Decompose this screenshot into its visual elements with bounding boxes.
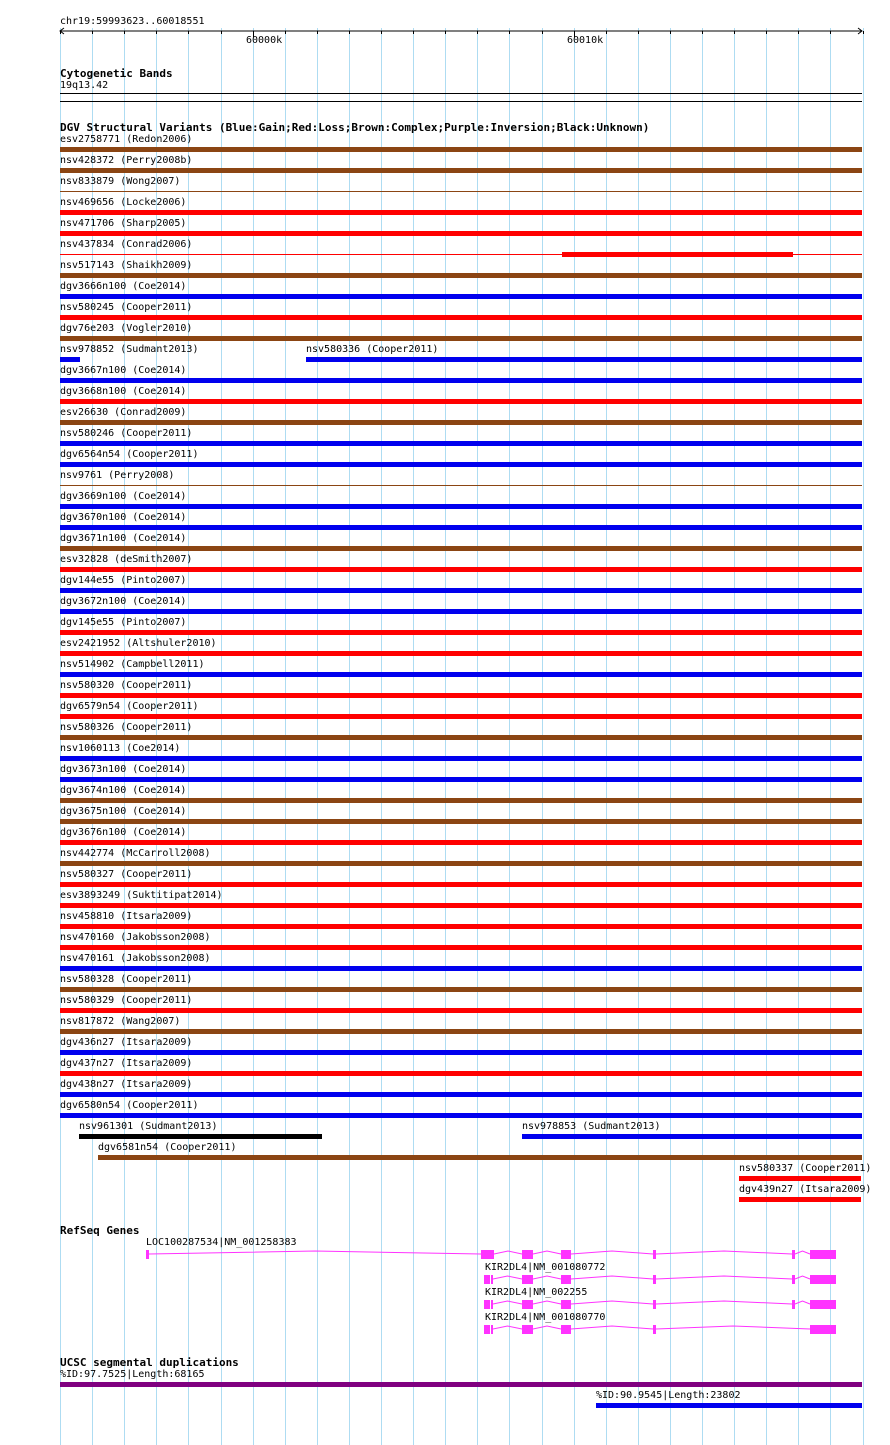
dgv-variant-label[interactable]: nsv978853 (Sudmant2013) [522, 1121, 661, 1132]
refseq-track-title[interactable]: RefSeq Genes [60, 1224, 140, 1237]
ruler-tick-label: 60010k [567, 35, 604, 46]
dgv-variant-label[interactable]: dgv76e203 (Vogler2010) [60, 323, 193, 334]
dgv-variant-label[interactable]: nsv833879 (Wong2007) [60, 176, 181, 187]
dgv-variant-label[interactable]: dgv437n27 (Itsara2009) [60, 1058, 193, 1069]
refseq-exon[interactable] [810, 1325, 836, 1334]
dgv-variant-label[interactable]: dgv3670n100 (Coe2014) [60, 512, 187, 523]
ruler-location: chr19:59993623..60018551 [60, 16, 205, 27]
refseq-gene-label[interactable]: KIR2DL4|NM_001080772 [485, 1262, 606, 1273]
dgv-variant-label[interactable]: dgv6564n54 (Cooper2011) [60, 449, 199, 460]
segdup-bar[interactable] [60, 1382, 862, 1387]
dgv-variant-label[interactable]: nsv1060113 (Coe2014) [60, 743, 181, 754]
refseq-exon[interactable] [653, 1325, 656, 1334]
refseq-gene-label[interactable]: KIR2DL4|NM_002255 [485, 1287, 588, 1298]
dgv-track-title[interactable]: DGV Structural Variants (Blue:Gain;Red:Loss;Brown:Complex;Purple:Inversion;Black:Unknown) [60, 121, 650, 134]
dgv-variant-label[interactable]: esv26630 (Conrad2009) [60, 407, 187, 418]
segdup-bar[interactable] [596, 1403, 862, 1408]
dgv-variant-label[interactable]: nsv580246 (Cooper2011) [60, 428, 193, 439]
dgv-variant-label[interactable]: dgv439n27 (Itsara2009) [739, 1184, 872, 1195]
refseq-gene-label[interactable]: KIR2DL4|NM_001080770 [485, 1312, 606, 1323]
dgv-variant-label[interactable]: dgv3669n100 (Coe2014) [60, 491, 187, 502]
dgv-variant-label[interactable]: dgv6581n54 (Cooper2011) [98, 1142, 237, 1153]
dgv-variant-label[interactable]: nsv580329 (Cooper2011) [60, 995, 193, 1006]
refseq-exon[interactable] [491, 1325, 493, 1334]
cytoband-label: 19q13.42 [60, 80, 109, 91]
dgv-variant-label[interactable]: nsv580320 (Cooper2011) [60, 680, 193, 691]
dgv-variant-label[interactable]: dgv436n27 (Itsara2009) [60, 1037, 193, 1048]
dgv-variant-label[interactable]: nsv961301 (Sudmant2013) [79, 1121, 218, 1132]
dgv-variant-label[interactable]: nsv471706 (Sharp2005) [60, 218, 187, 229]
refseq-gene-label[interactable]: LOC100287534|NM_001258383 [146, 1237, 297, 1248]
segdup-label[interactable]: %ID:90.9545|Length:23802 [596, 1390, 741, 1401]
dgv-variant-label[interactable]: nsv978852 (Sudmant2013) [60, 344, 199, 355]
refseq-exon[interactable] [484, 1325, 490, 1334]
dgv-variant-label[interactable]: nsv437834 (Conrad2006) [60, 239, 193, 250]
segdup-track-title[interactable]: UCSC segmental duplications [60, 1356, 239, 1369]
dgv-variant-label[interactable]: nsv580326 (Cooper2011) [60, 722, 193, 733]
dgv-variant-label[interactable]: dgv3666n100 (Coe2014) [60, 281, 187, 292]
dgv-variant-label[interactable]: nsv514902 (Campbell2011) [60, 659, 205, 670]
dgv-variant-label[interactable]: dgv3673n100 (Coe2014) [60, 764, 187, 775]
dgv-variant-label[interactable]: nsv469656 (Locke2006) [60, 197, 187, 208]
dgv-variant-label[interactable]: dgv438n27 (Itsara2009) [60, 1079, 193, 1090]
dgv-variant-label[interactable]: dgv3672n100 (Coe2014) [60, 596, 187, 607]
dgv-variant-label[interactable]: dgv3667n100 (Coe2014) [60, 365, 187, 376]
dgv-variant-label[interactable]: nsv442774 (McCarroll2008) [60, 848, 211, 859]
dgv-variant-label[interactable]: esv32828 (deSmith2007) [60, 554, 193, 565]
dgv-variant-label[interactable]: dgv145e55 (Pinto2007) [60, 617, 187, 628]
cytoband-track-title[interactable]: Cytogenetic Bands [60, 67, 173, 80]
dgv-variant-label[interactable]: nsv517143 (Shaikh2009) [60, 260, 193, 271]
refseq-exon[interactable] [522, 1325, 533, 1334]
dgv-variant-label[interactable]: nsv580337 (Cooper2011) [739, 1163, 872, 1174]
segdup-label[interactable]: %ID:97.7525|Length:68165 [60, 1369, 205, 1380]
dgv-variant-label[interactable]: dgv6579n54 (Cooper2011) [60, 701, 199, 712]
dgv-variant-label[interactable]: dgv3674n100 (Coe2014) [60, 785, 187, 796]
dgv-variant-label[interactable]: nsv580327 (Cooper2011) [60, 869, 193, 880]
dgv-variant-label[interactable]: nsv458810 (Itsara2009) [60, 911, 193, 922]
dgv-variant-label[interactable]: dgv144e55 (Pinto2007) [60, 575, 187, 586]
dgv-variant-label[interactable]: nsv580245 (Cooper2011) [60, 302, 193, 313]
dgv-variant-label[interactable]: dgv6580n54 (Cooper2011) [60, 1100, 199, 1111]
dgv-variant-label[interactable]: nsv428372 (Perry2008b) [60, 155, 193, 166]
dgv-variant-label[interactable]: dgv3671n100 (Coe2014) [60, 533, 187, 544]
dgv-variant-label[interactable]: nsv9761 (Perry2008) [60, 470, 175, 481]
dgv-variant-label[interactable]: dgv3675n100 (Coe2014) [60, 806, 187, 817]
dgv-variant-label[interactable]: dgv3676n100 (Coe2014) [60, 827, 187, 838]
dgv-variant-label[interactable]: esv2758771 (Redon2006) [60, 134, 193, 145]
dgv-variant-label[interactable]: nsv580336 (Cooper2011) [306, 344, 439, 355]
dgv-variant-label[interactable]: nsv470161 (Jakobsson2008) [60, 953, 211, 964]
dgv-variant-label[interactable]: esv2421952 (Altshuler2010) [60, 638, 217, 649]
dgv-variant-label[interactable]: dgv3668n100 (Coe2014) [60, 386, 187, 397]
dgv-variant-label[interactable]: esv3893249 (Suktitipat2014) [60, 890, 223, 901]
dgv-variant-label[interactable]: nsv470160 (Jakobsson2008) [60, 932, 211, 943]
dgv-variant-label[interactable]: nsv817872 (Wang2007) [60, 1016, 181, 1027]
ruler-tick-label: 60000k [246, 35, 283, 46]
refseq-exon[interactable] [561, 1325, 571, 1334]
dgv-variant-label[interactable]: nsv580328 (Cooper2011) [60, 974, 193, 985]
